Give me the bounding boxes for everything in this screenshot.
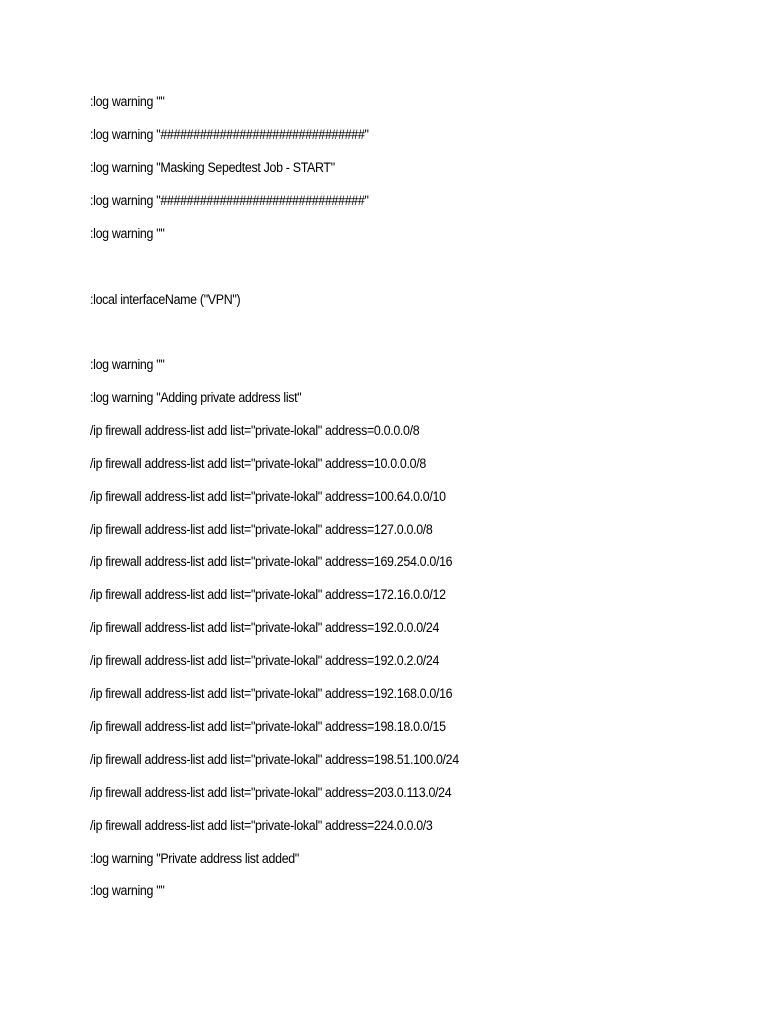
script-line: /ip firewall address-list add list="private-lokal" address=203.0.113.0/24 — [90, 785, 452, 800]
script-line: /ip firewall address-list add list="private-lokal" address=224.0.0.0/3 — [90, 818, 433, 833]
script-line: /ip firewall address-list add list="private-lokal" address=169.254.0.0/16 — [90, 554, 453, 569]
script-line: /ip firewall address-list add list="private-lokal" address=172.16.0.0/12 — [90, 587, 446, 602]
script-line: /ip firewall address-list add list="private-lokal" address=192.0.2.0/24 — [90, 653, 440, 668]
script-line: /ip firewall address-list add list="private-lokal" address=198.18.0.0/15 — [90, 719, 446, 734]
script-line: :log warning "" — [90, 357, 165, 372]
script-line: /ip firewall address-list add list="private-lokal" address=100.64.0.0/10 — [90, 489, 446, 504]
script-line: /ip firewall address-list add list="private-lokal" address=10.0.0.0/8 — [90, 456, 426, 471]
script-line: :log warning "Masking Sepedtest Job - START" — [90, 160, 335, 175]
script-line: :log warning "Private address list added" — [90, 851, 299, 866]
script-line: :log warning "" — [90, 226, 165, 241]
script-line: :local interfaceName ("VPN") — [90, 292, 241, 307]
script-line: :log warning "###############################" — [90, 127, 369, 142]
script-line: /ip firewall address-list add list="private-lokal" address=0.0.0.0/8 — [90, 423, 420, 438]
script-line: :log warning "" — [90, 94, 165, 109]
script-line: /ip firewall address-list add list="private-lokal" address=192.0.0.0/24 — [90, 620, 440, 635]
script-line: :log warning "Adding private address list" — [90, 390, 302, 405]
script-line: :log warning "" — [90, 883, 165, 898]
script-line: /ip firewall address-list add list="private-lokal" address=127.0.0.0/8 — [90, 522, 433, 537]
script-line: /ip firewall address-list add list="private-lokal" address=192.168.0.0/16 — [90, 686, 453, 701]
script-line: /ip firewall address-list add list="private-lokal" address=198.51.100.0/24 — [90, 752, 459, 767]
script-line: :log warning "###############################" — [90, 193, 369, 208]
